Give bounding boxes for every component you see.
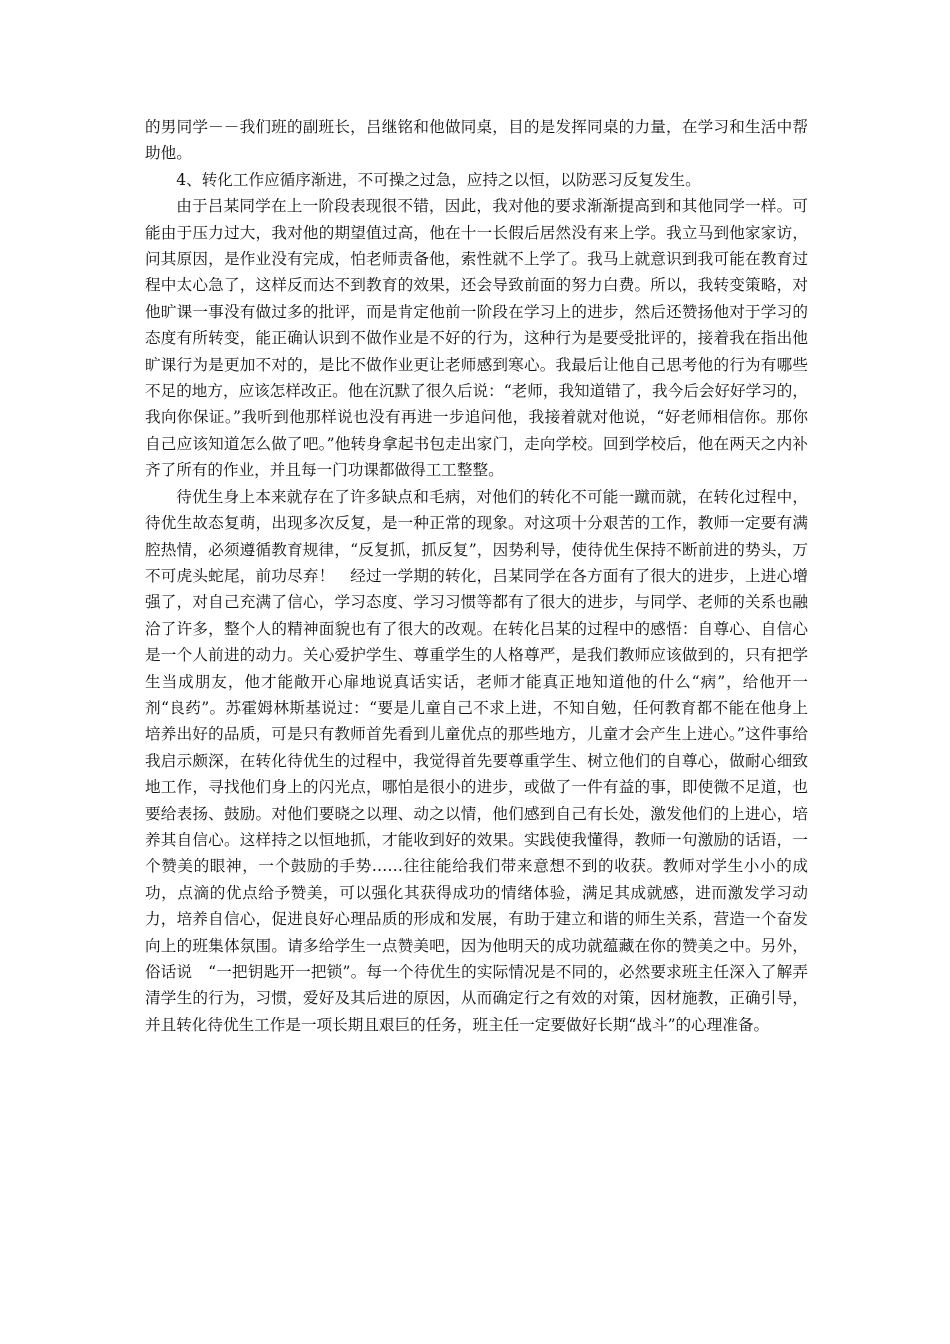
paragraph-continued: 的男同学－－我们班的副班长，吕继铭和他做同桌，目的是发挥同桌的力量，在学习和生活中帮助他。 xyxy=(145,118,808,163)
paragraph-case-story: 由于吕某同学在上一阶段表现很不错，因此，我对他的要求渐渐提高到和其他同学一样。可能由于压力过大，我对他的期望值过高，他在十一长假后居然没有来上学。我立马到他家家访，问其原因，是作业没有完成，怕老师责备他，索性就不上学了。我马上就意识到我可能在教育过程中太心急了，这样反而达不到教育的效果，还会导致前面的努力白费。所以，我转变策略，对他旷课一事没有做过多的批评，而是肯定他前一阶段在学习上的进步，然后还赞扬他对于学习的态度有所转变，能正确认识到不做作业是不好的行为，这种行为是要受批评的，接着我在指出他旷课行为是更加不对的，是比不做作业更让老师感到寒心。我最后让他自己思考他的行为有哪些不足的地方，应该怎样改正。他在沉默了很久后说：“老师，我知道错了，我今后会好好学习的，我向你保证。”我听到他那样说也没有再进一步追问他，我接着就对他说，“好老师相信你。那你自己应该知道怎么做了吧。”他转身拿起书包走出家门，走向学校。回到学校后，他在两天之内补齐了所有的作业，并且每一门功课都做得工工整整。 xyxy=(145,197,808,480)
paragraph-point-4: 4、转化工作应循序渐进，不可操之过急，应持之以恒，以防恶习反复发生。 xyxy=(176,170,701,189)
document-body xyxy=(145,114,808,1038)
paragraph-reflection: 待优生身上本来就存在了许多缺点和毛病，对他们的转化不可能一蹴而就，在转化过程中，待优生故态复萌，出现多次反复，是一种正常的现象。对这项十分艰苦的工作，教师一定要有满腔热情，必须遵循教育规律，“反复抓，抓反复”，因势利导，使待优生保持不断前进的势头，万不可虎头蛇尾，前功尽弃！ 经过一学期的转化，吕某同学在各方面有了很大的进步，上进心增强了，对自己充满了信心，学习态度、学习习惯等都有了很大的进步，与同学、老师的关系也融洽了许多，整个人的精神面貌也有了很大的改观。在转化吕某的过程中的感悟：自尊心、自信心是一个人前进的动力。关心爱护学生、尊重学生的人格尊严，是我们教师应该做到的，只有把学生当成朋友，他才能敞开心扉地说真话实话，老师才能真正地知道他的什么“病”，给他开一剂“良药”。苏霍姆林斯基说过：“要是儿童自己不求上进，不知自勉，任何教育都不能在他身上培养出好的品质，可是只有教师首先看到儿童优点的那些地方，儿童才会产生上进心。”这件事给我启示颇深，在转化待优生的过程中，我觉得首先要尊重学生、树立他们的自尊心，做耐心细致地工作，寻找他们身上的闪光点，哪怕是很小的进步，或做了一件有益的事，即使微不足道，也要给表扬、鼓励。对他们要晓之以理、动之以情，他们感到自己有长处，激发他们的上进心，培养其自信心。这样持之以恒地抓，才能收到好的效果。实践使我懂得，教师一句激励的话语，一个赞美的眼神，一个鼓励的手势……往往能给我们带来意想不到的收获。教师对学生小小的成功，点滴的优点给予赞美，可以强化其获得成功的情绪体验，满足其成就感，进而激发学习动力，培养自信心，促进良好心理品质的形成和发展，有助于建立和谐的师生关系，营造一个奋发向上的班集体氛围。请多给学生一点赞美吧，因为他明天的成功就蕴藏在你的赞美之中。另外，俗话说 “一把钥匙开一把锁”。每一个待优生的实际情况是不同的，必然要求班主任深入了解弄清学生的行为，习惯，爱好及其后进的原因，从而确定行之有效的对策，因材施教，正确引导，并且转化待优生工作是一项长期且艰巨的任务，班主任一定要做好长期“战斗”的心理准备。 xyxy=(145,487,808,1034)
